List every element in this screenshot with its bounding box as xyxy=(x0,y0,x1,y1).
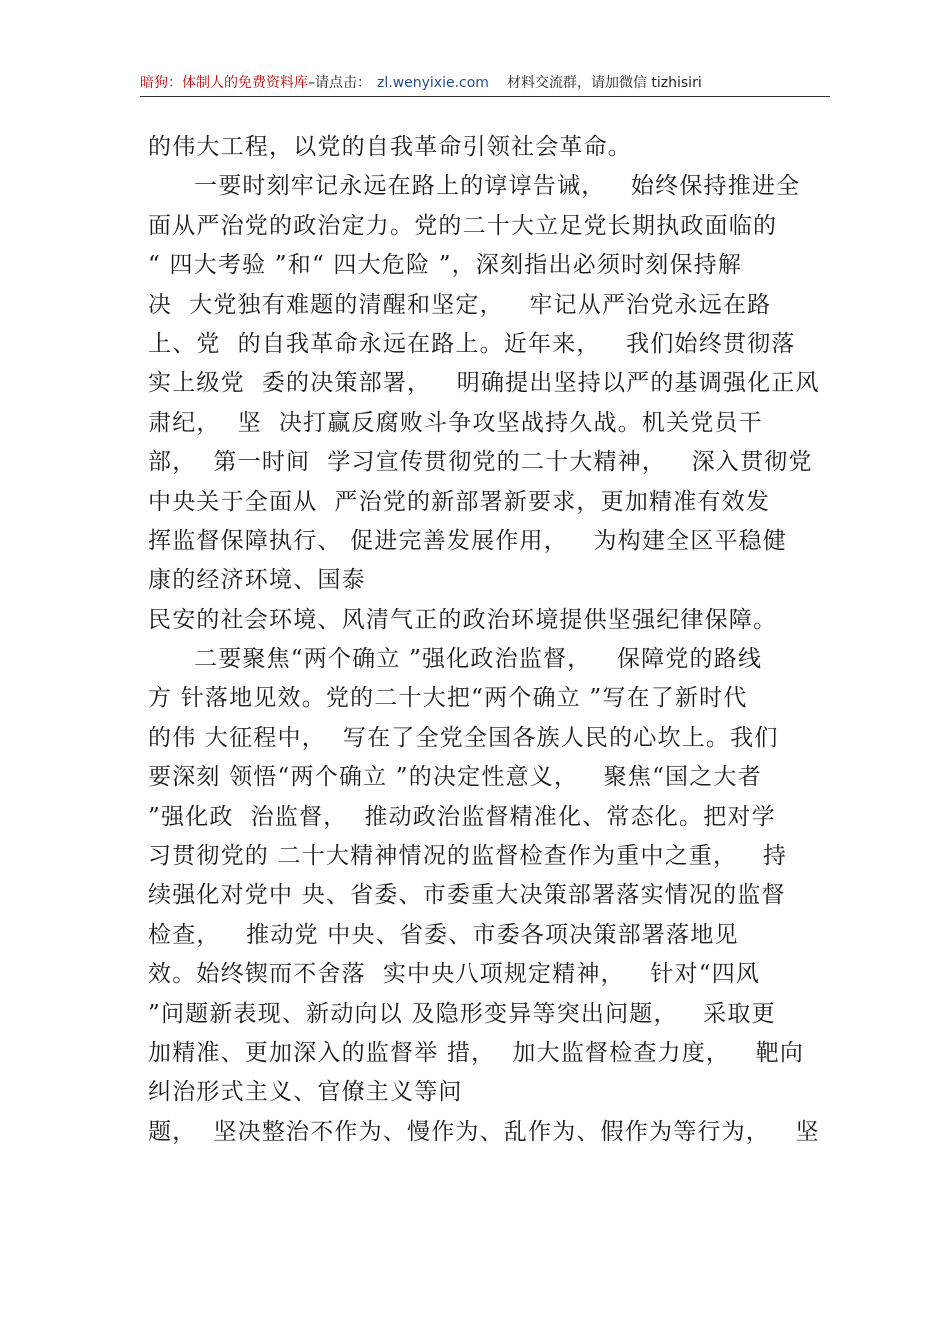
document-body xyxy=(148,128,838,1152)
text-line: 效。始终锲而不舍落 实中央八项规定精神， 针对“四风 xyxy=(148,961,761,988)
text-line: 部， 第一时间 学习宣传贯彻党的二十大精神， 深入贯彻党 xyxy=(148,449,813,476)
text-line: 纠治形式主义、官僚主义等问 xyxy=(148,1079,463,1106)
text-line: “ 四大考验 ”和“ 四大危险 ”，深刻指出必须时刻保持解 xyxy=(148,252,743,279)
text-line: 实上级党 委的决策部署， 明确提出坚持以严的基调强化正风 xyxy=(148,370,820,397)
text-line: 上、党 的自我革命永远在路上。近年来， 我们始终贯彻落 xyxy=(148,330,796,357)
header-brand: 暗狗：体制人的免费资料库 xyxy=(140,75,308,91)
page-header xyxy=(140,72,830,97)
header-url-link[interactable]: zl.wenyixie.com xyxy=(377,75,489,91)
text-line: 的伟 大征程中， 写在了全党全国各族人民的心坎上。我们 xyxy=(148,724,779,751)
header-prompt: –请点击： xyxy=(308,75,371,91)
header-group-note: 材料交流群，请加微信 tizhisiri xyxy=(506,75,702,91)
text-line: 决 大党独有难题的清醒和坚定， 牢记从严治党永远在路 xyxy=(148,291,772,318)
text-line: 加精准、更加深入的监督举 措， 加大监督检查力度， 靶向 xyxy=(148,1039,805,1066)
text-line: 续强化对党中 央、省委、市委重大决策部署落实情况的监督 xyxy=(148,882,786,909)
text-line: 民安的社会环境、风清气正的政治环境提供坚强纪律保障。 xyxy=(148,606,778,633)
text-line: 方 针落地见效。党的二十大把“两个确立 ”写在了新时代 xyxy=(148,685,748,712)
text-line: 肃纪， 坚 决打赢反腐败斗争攻坚战持久战。机关党员干 xyxy=(148,409,763,436)
text-line: ”强化政 治监督， 推动政治监督精准化、常态化。把对学 xyxy=(148,803,776,830)
text-line: 面从严治党的政治定力。党的二十大立足党长期执政面临的 xyxy=(148,212,778,239)
text-line: 题， 坚决整治不作为、慢作为、乱作为、假作为等行为， 坚 xyxy=(148,1118,820,1145)
text-line: 挥监督保障执行、 促进完善发展作用， 为构建全区平稳健 xyxy=(148,527,788,554)
paragraph-start: 二要聚焦“两个确立 ”强化政治监督， 保障党的路线 xyxy=(194,646,763,673)
text-line: 中央关于全面从 严治党的新部署新要求，更加精准有效发 xyxy=(148,488,771,515)
text-line: 习贯彻党的 二十大精神情况的监督检查作为重中之重， 持 xyxy=(148,843,788,870)
text-line: ”问题新表现、新动向以 及隐形变异等突出问题， 采取更 xyxy=(148,1000,776,1027)
text-line: 康的经济环境、国泰 xyxy=(148,567,366,594)
text-line: 检查， 推动党 中央、省委、市委各项决策部署落地见 xyxy=(148,921,739,948)
text-line: 的伟大工程，以党的自我革命引领社会革命。 xyxy=(148,134,632,160)
text-line: 要深刻 领悟“两个确立 ”的决定性意义， 聚焦“国之大者 xyxy=(148,764,762,791)
paragraph-start: 一要时刻牢记永远在路上的谆谆告诫， 始终保持推进全 xyxy=(194,173,801,200)
